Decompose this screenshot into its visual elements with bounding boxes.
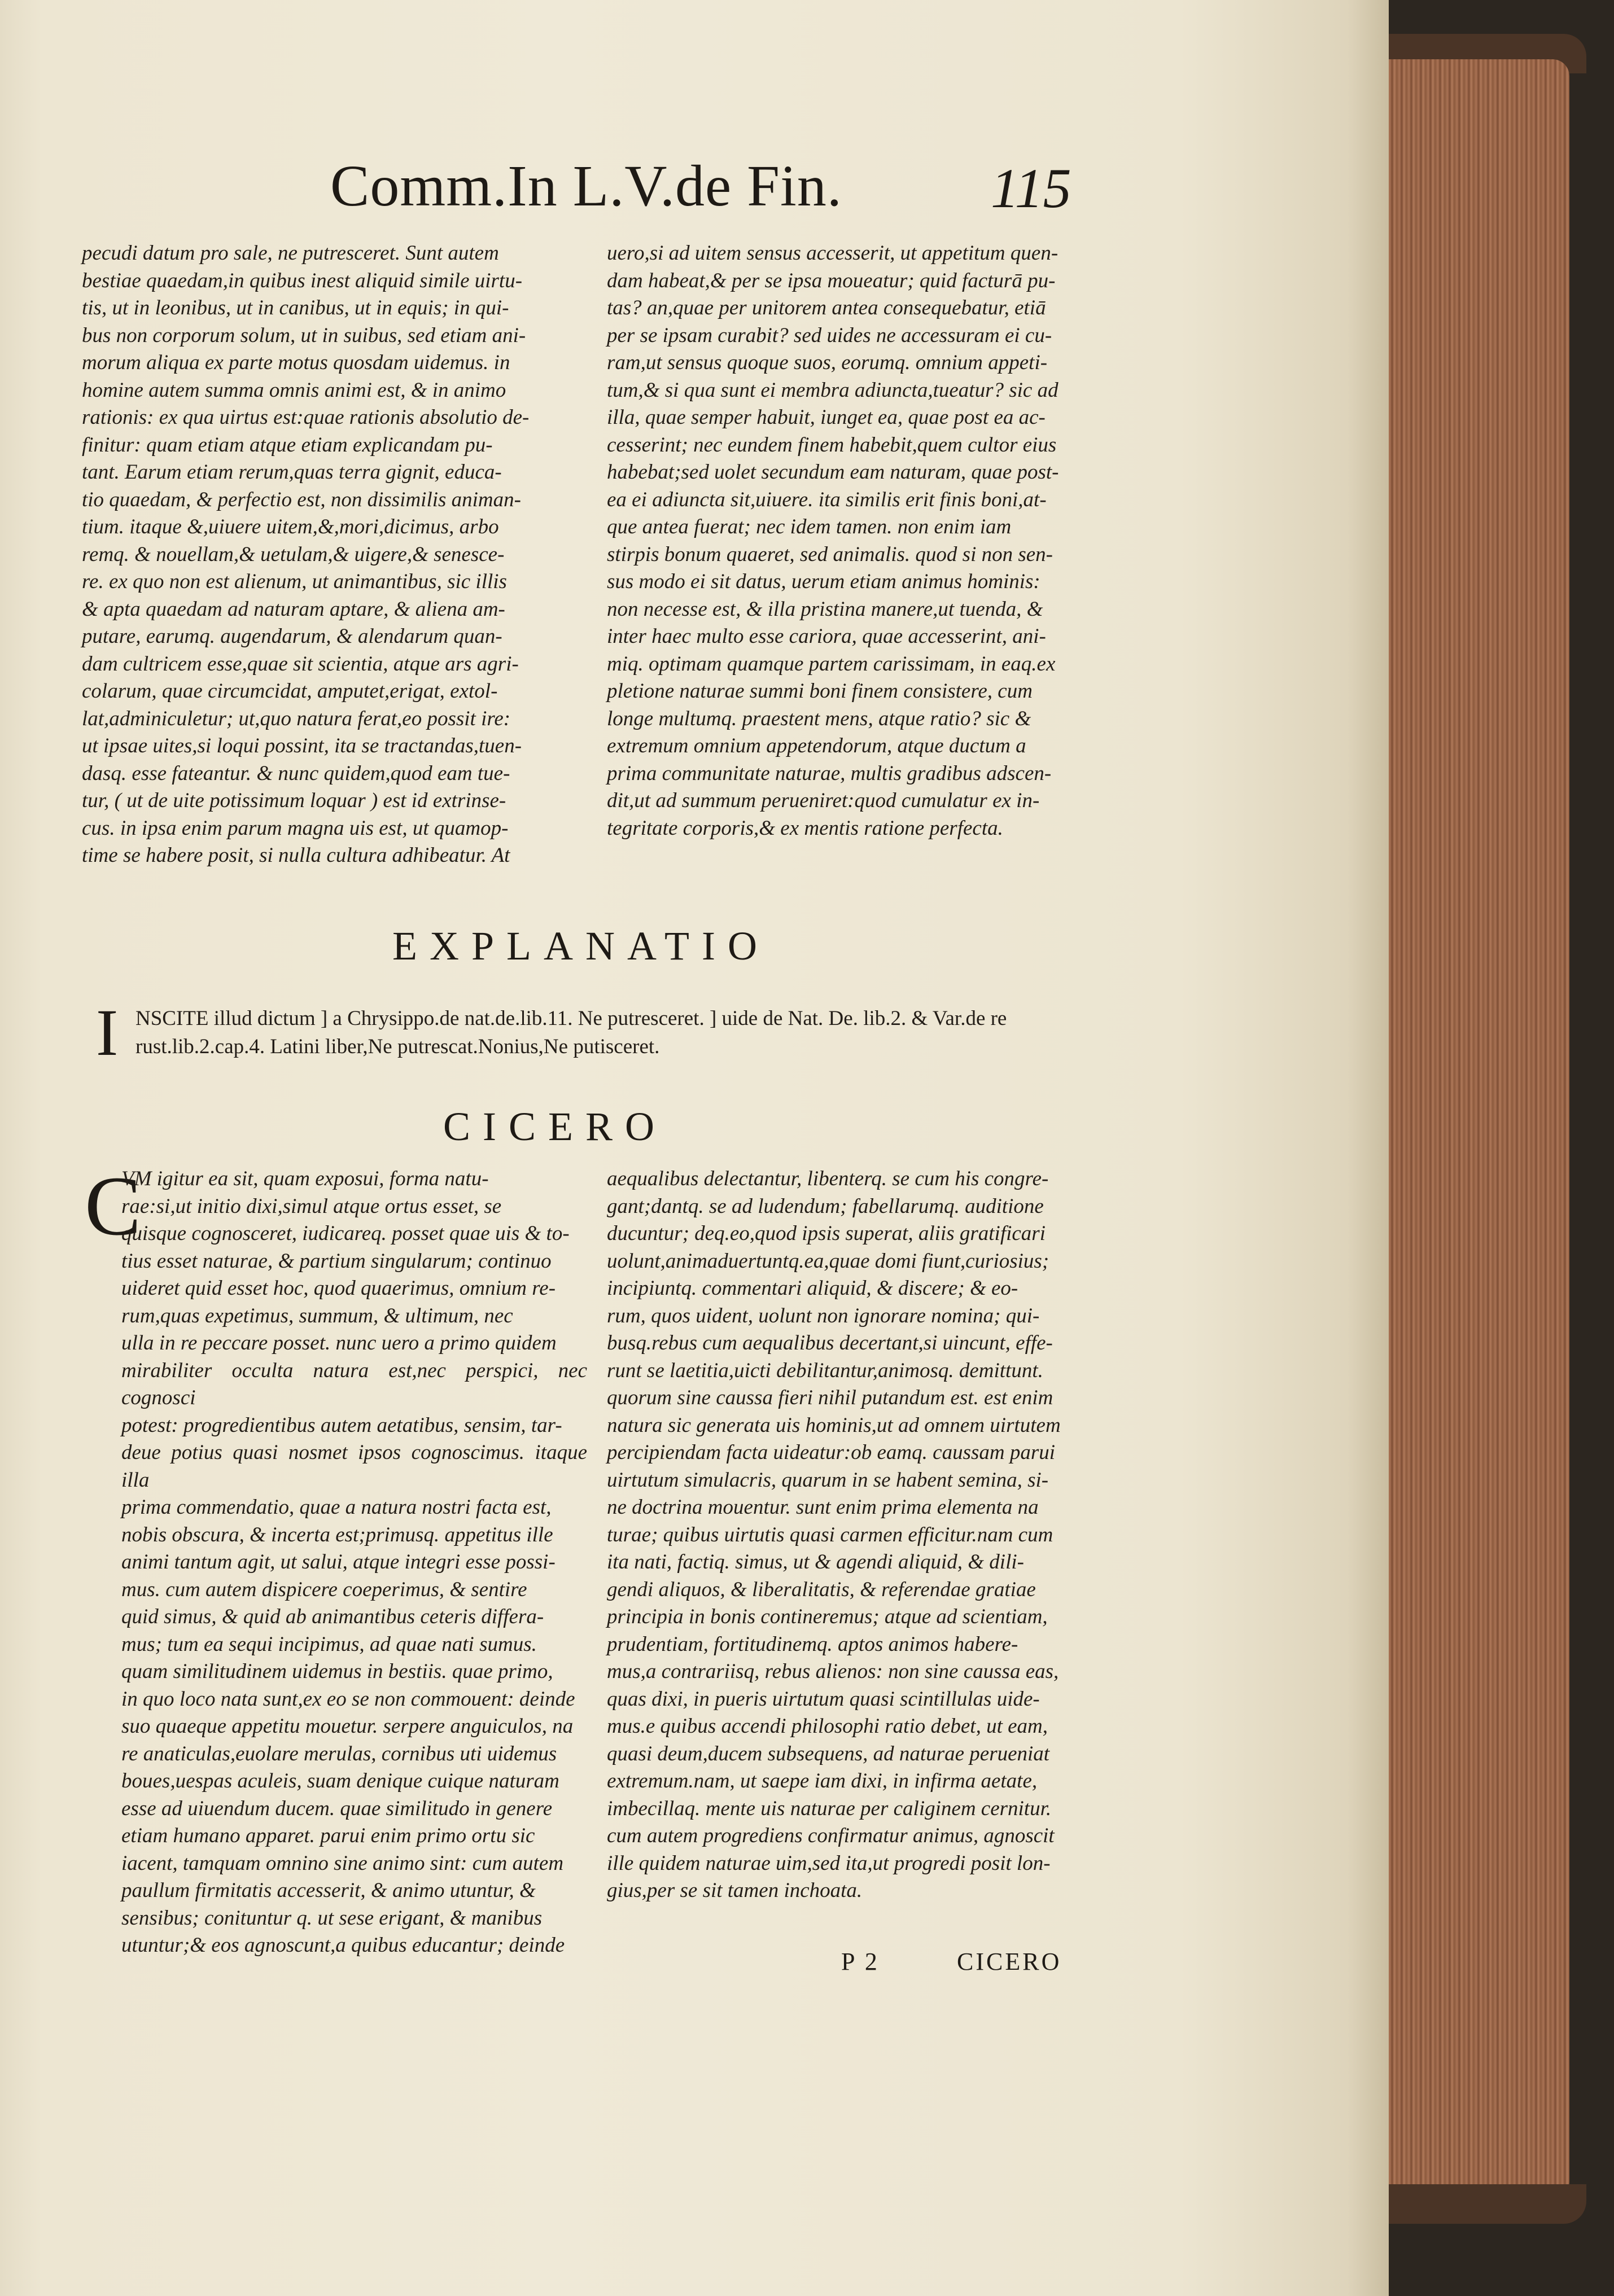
page-number: 115	[991, 157, 1071, 220]
book-binding-bottom	[1366, 2184, 1586, 2224]
signature-mark: P 2	[841, 1948, 880, 1975]
explanatio-drop-initial: I	[96, 996, 119, 1070]
commentary-left-column: pecudi datum pro sale, ne putresceret. Sunt autem bestiae quaedam,in quibus inest aliquid simile uirtu- tis, ut in leonibus, ut in canibus, ut in equis; in qui- bus non corporum solum, ut in suibus, sed etiam ani- morum aliqua ex parte motus quosdam uidemus. in homine autem summa omnis animi est, & in animo rationis: ex qua uirtus est:quae rationis absolutio de- finitur: quam etiam atque etiam explicandam pu- tant. Earum etiam rerum,quas terra gignit, educa- tio quaedam, & perfectio est, non dissimilis animan- tium. itaque &,uiuere uitem,&,mori,dicimus, arbo remq. & nouellam,& uetulam,& uigere,& senesce- re. ex quo non est alienum, ut animantibus, sic illis & apta quaedam ad naturam aptare, & aliena am- putare, earumq. augendarum, & alendarum quan- dam cultricem esse,quae sit scientia, atque ars agri- colarum, quae circumcidat, amputet,erigat, extol- lat,adminiculetur; ut,quo natura ferat,eo possit ire: ut ipsae uites,si loqui possint, ita se tractandas,tuen- dasq. esse fateantur. & nunc quidem,quod eam tue- tur, ( ut de uite potissimum loquar ) est id extrinse- cus. in ipsa enim parum magna uis est, ut quamop- time se habere posit, si nulla cultura adhibeatur. At	[82, 242, 530, 867]
cicero-left-column: VM igitur ea sit, quam exposui, forma natu- rae:si,ut initio dixi,simul atque ortus esset, se quisque cognosceret, iudicareq. posset quae uis & to- tius esset naturae, & partium singularum; continuo uideret quid esset hoc, quod quaerimus, omnium re- rum,quas expetimus, summum, & ultimum, nec ulla in re peccare posset. nunc uero a primo quidem mirabiliter occulta natura est,nec perspici, nec cognosci potest: progredientibus autem aetatibus, sensim, tar- deue potius quasi nosmet ipsos cognoscimus. itaque illa prima commendatio, quae a natura nostri facta est, nobis obscura, & incerta est;primusq. appetitus ille animi tantum agit, ut salui, atque integri esse possi- mus. cum autem dispicere coeperimus, & sentire quid simus, & quid ab animantibus ceteris differa- mus; tum ea sequi incipimus, ad quae nati sumus. quam similitudinem uidemus in bestiis. quae primo, in quo loco nata sunt,ex eo se non commouent: deinde suo quaeque appetitu mouetur. serpere anguiculos, na re anaticulas,euolare merulas, cornibus uti uidemus boues,uespas aculeis, suam denique cuique naturam esse ad uiuendum ducem. quae similitudo in genere etiam humano apparet. parui enim primo ortu sic iacent, tamquam omnino sine animo sint: cum autem paullum firmitatis accesserit, & animo utuntur, & sensibus; conituntur q. ut sese erigant, & manibus utuntur;& eos agnoscunt,a quibus educantur; deinde	[121, 1167, 587, 1957]
cicero-heading: CICERO	[443, 1104, 667, 1149]
book-fore-edge	[1377, 59, 1569, 2198]
explanatio-text: NSCITE illud dictum ] a Chrysippo.de nat.de.lib.11. Ne putresceret. ] uide de Nat. De. lib.2. & Var.de re rust.lib.2.cap.4. Latini liber,Ne putrescat.Nonius,Ne putisceret.	[135, 1007, 1007, 1058]
explanatio-heading: EXPLANATIO	[392, 923, 769, 969]
cicero-drop-initial: C	[85, 1159, 142, 1253]
page-header	[330, 152, 1121, 237]
commentary-right-column: uero,si ad uitem sensus accesserit, ut appetitum quen- dam habeat,& per se ipsa moueatur; quid facturā pu- tas? an,quae per unitorem antea consequebatur, etiā per se ipsam curabit? sed uides ne accessuram ei cu- ram,ut sensus quoque suos, eorumq. omnium appeti- tum,& si qua sunt ei membra adiuncta,tueatur? sic ad illa, quae semper habuit, iunget ea, quae post ea ac- cesserint; nec eundem finem habebit,quem cultor eius habebat;sed uolet secundum eam naturam, quae post- ea ei adiuncta sit,uiuere. ita similis erit finis boni,at- que antea fuerat; nec idem tamen. non enim iam stirpis bonum quaeret, sed animalis. quod si non sen- sus modo ei sit datus, uerum etiam animus hominis: non necesse est, & illa pristina manere,ut tuenda, & inter haec multo esse cariora, quae accesserint, ani- miq. optimam quamque partem carissimam, in eaq.ex pletione naturae summi boni finem consistere, cum longe multumq. praestent mens, atque ratio? sic & extremum omnium appetendorum, atque ductum a prima communitate naturae, multis gradibus adscen- dit,ut ad summum perueniret:quod cumulatur ex in- tegritate corporis,& ex mentis ratione perfecta.	[607, 242, 1059, 840]
cicero-right-column: aequalibus delectantur, libenterq. se cum his congre- gant;dantq. se ad ludendum; fabellarumq. auditione ducuntur; deq.eo,quod ipsis superat, aliis gratificari uolunt,animaduertuntq.ea,quae domi fiunt,curiosius; incipiuntq. commentari aliquid, & discere; & eo- rum, quos uident, uolunt non ignorare nomina; qui- busq.rebus cum aequalibus decertant,si uincunt, effe- runt se laetitia,uicti debilitantur,animosq. demittunt. quorum sine caussa fieri nihil putandum est. est enim natura sic generata uis hominis,ut ad omnem uirtutem percipiendam facta uideatur:ob eamq. caussam parui uirtutum simulacris, quarum in se habent semina, si- ne doctrina mouentur. sunt enim prima elementa na turae; quibus uirtutis quasi carmen efficitur.nam cum ita nati, factiq. simus, ut & agendi aliquid, & dili- gendi aliquos, & liberalitatis, & referendae gratiae principia in bonis contineremus; atque ad scientiam, prudentiam, fortitudinemq. aptos animos habere- mus,a contrariisq, rebus alienos: non sine caussa eas, quas dixi, in pueris uirtutum quasi scintillulas uide- mus.e quibus accendi philosophi ratio debet, ut eam, quasi deum,ducem subsequens, ad naturae perueniat extremum.nam, ut saepe iam dixi, in infirma aetate, imbecillaq. mente uis naturae per caliginem cernitur. cum autem progrediens confirmatur animus, agnoscit ille quidem naturae uim,sed ita,ut progredi posit lon- gius,per se sit tamen inchoata.	[607, 1167, 1061, 1902]
catchword: CICERO	[957, 1948, 1062, 1975]
running-title: Comm.In L.V.de Fin.	[330, 154, 842, 218]
